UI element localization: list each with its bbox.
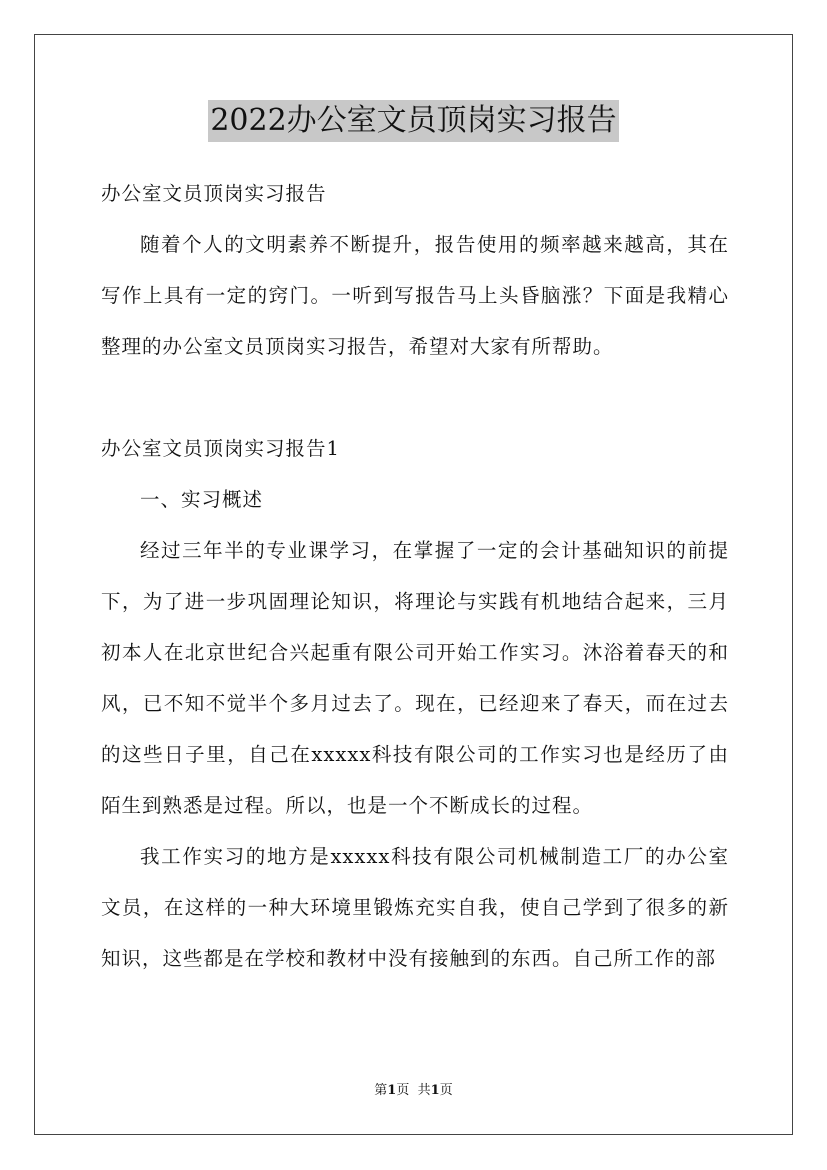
- page-number: 1: [387, 1083, 397, 1098]
- total-pages: 1: [430, 1083, 440, 1098]
- document-body: [101, 168, 729, 984]
- total-prefix: 共: [417, 1083, 431, 1098]
- body-paragraph-1: 经过三年半的专业课学习，在掌握了一定的会计基础知识的前提下，为了进一步巩固理论知识，将理论与实践有机地结合起来，三月初本人在北京世纪合兴起重有限公司开始工作实习。沐浴着春天的和风，已不知不觉半个多月过去了。现在，已经迎来了春天，而在过去的这些日子里，自己在xxxxx科技有限公司的工作实习也是经历了由陌生到熟悉是过程。所以，也是一个不断成长的过程。: [101, 539, 729, 817]
- document-subtitle: 办公室文员顶岗实习报告: [101, 182, 327, 205]
- page-suffix: 页: [396, 1083, 410, 1098]
- document-title: 2022办公室文员顶岗实习报告: [208, 100, 618, 142]
- page-footer: [0, 1082, 827, 1100]
- total-suffix: 页: [439, 1083, 453, 1098]
- body-paragraph-2: 我工作实习的地方是xxxxx科技有限公司机械制造工厂的办公室文员，在这样的一种大环境里锻炼充实自我，使自己学到了很多的新知识，这些都是在学校和教材中没有接触到的东西。自己所工作的部: [101, 845, 729, 970]
- title-container: [0, 100, 827, 142]
- subsection-heading: 一、实习概述: [140, 488, 264, 511]
- page-prefix: 第: [374, 1083, 388, 1098]
- section-heading: 办公室文员顶岗实习报告1: [101, 437, 340, 460]
- intro-paragraph: 随着个人的文明素养不断提升，报告使用的频率越来越高，其在写作上具有一定的窍门。一听到写报告马上头昏脑涨？下面是我精心整理的办公室文员顶岗实习报告，希望对大家有所帮助。: [101, 233, 729, 358]
